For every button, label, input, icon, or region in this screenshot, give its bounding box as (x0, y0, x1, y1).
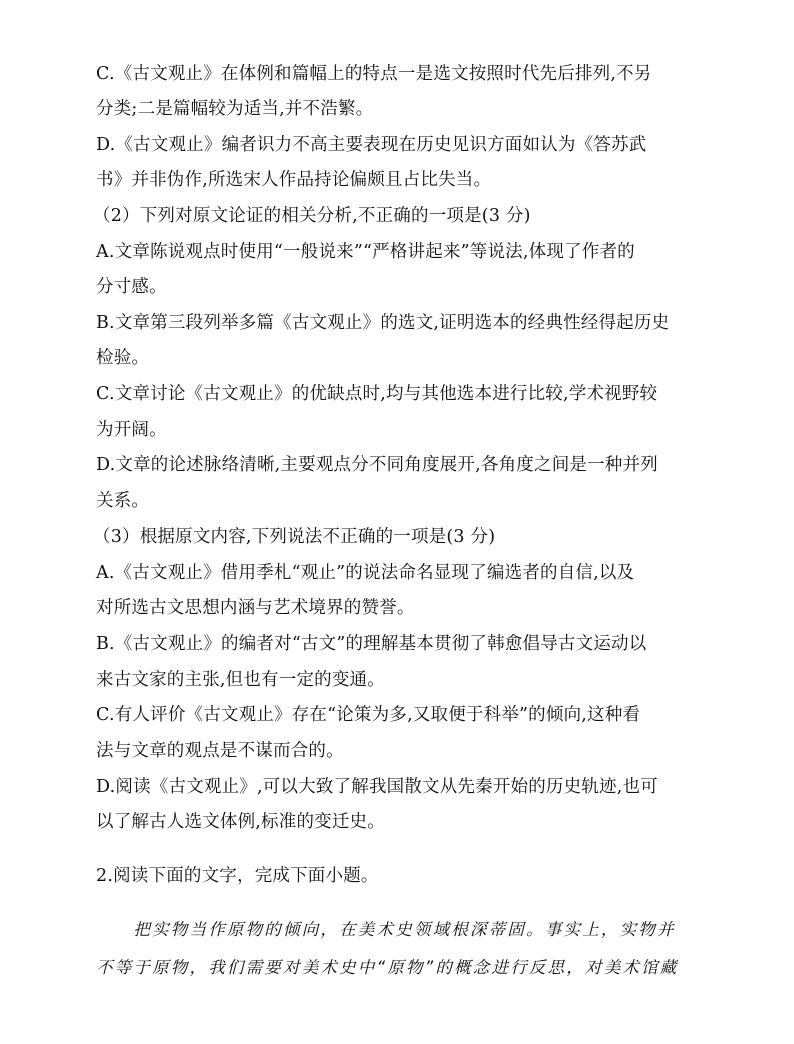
q3-option-c-line-1: C.有人评价《古文观止》存在“论策为多,又取便于科举”的倾向,这种看 (96, 705, 641, 725)
q2-option-a-line-2: 分寸感。 (96, 277, 167, 297)
q2-option-a-line-1: A.文章陈说观点时使用“一般说来”“严格讲起来”等说法,体现了作者的 (96, 242, 635, 262)
q2-option-c-line-2: 为开阔。 (96, 420, 167, 440)
q3-option-b-line-1: B.《古文观止》的编者对“古文”的理解基本贯彻了韩愈倡导古文运动以 (96, 634, 647, 654)
q3-option-a-line-1: A.《古文观止》借用季札“观止”的说法命名显现了编选者的自信,以及 (96, 563, 635, 583)
question-3-heading: （3）根据原文内容,下列说法不正确的一项是(3 分) (93, 527, 496, 547)
q2-option-c-line-1: C.文章讨论《古文观止》的优缺点时,均与其他选本进行比较,学术视野较 (96, 384, 658, 404)
q3-option-b-line-2: 来古文家的主张,但也有一定的变通。 (96, 670, 385, 690)
q3-option-c-line-2: 法与文章的观点是不谋而合的。 (96, 741, 344, 761)
option-d-line-2: 书》并非伪作,所选宋人作品持论偏颇且占比失当。 (96, 170, 492, 190)
q2-option-d-line-2: 关系。 (96, 491, 150, 511)
q2-option-d-line-1: D.文章的论述脉络清晰,主要观点分不同角度展开,各角度之间是一种并列 (96, 455, 658, 475)
question-2-heading: （2）下列对原文论证的相关分析,不正确的一项是(3 分) (93, 206, 531, 226)
passage-line-1: 把实物当作原物的倾向，在美术史领域根深蒂固。事实上，实物并 (96, 920, 676, 939)
q2-option-b-line-2: 检验。 (96, 348, 150, 368)
passage-line-2: 不等于原物，我们需要对美术史中“原物”的概念进行反思，对美术馆藏 (96, 958, 679, 977)
q2-option-b-line-1: B.文章第三段列举多篇《古文观止》的选文,证明选本的经典性经得起历史 (96, 313, 670, 333)
option-d-line-1: D.《古文观止》编者识力不高主要表现在历史见识方面如认为《答苏武 (96, 135, 647, 155)
option-c-line-1: C.《古文观止》在体例和篇幅上的特点一是选文按照时代先后排列,不另 (96, 64, 652, 84)
q3-option-a-line-2: 对所选古文思想内涵与艺术境界的赞誉。 (96, 598, 415, 618)
q3-option-d-line-2: 以了解古人选文体例,标准的变迁史。 (96, 812, 385, 832)
section-2-instruction: 2.阅读下面的文字，完成下面小题。 (96, 866, 379, 886)
q3-option-d-line-1: D.阅读《古文观止》,可以大致了解我国散文从先秦开始的历史轨迹,也可 (96, 777, 658, 797)
option-c-line-2: 分类;二是篇幅较为适当,并不浩繁。 (96, 99, 374, 119)
